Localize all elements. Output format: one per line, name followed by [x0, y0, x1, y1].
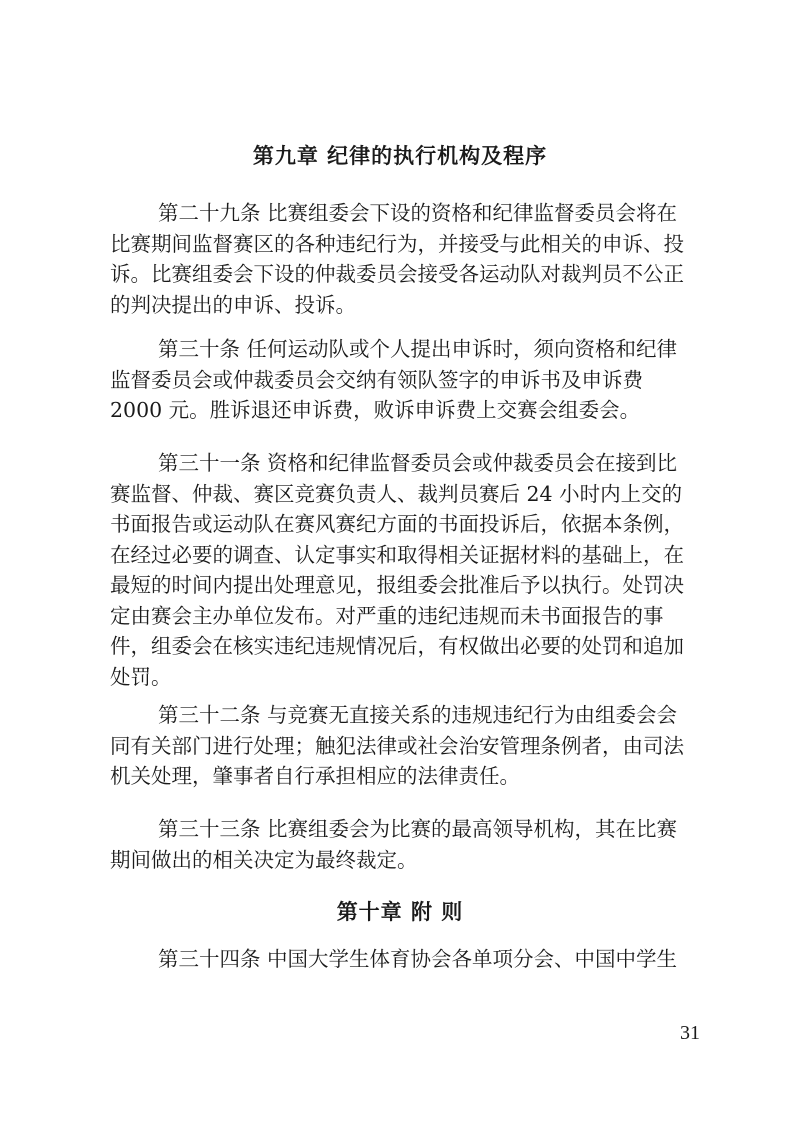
- text-line: 件，组委会在核实违纪违规情况后，有权做出必要的处罚和追加: [110, 634, 684, 658]
- text-line: 的判决提出的申诉、投诉。: [110, 292, 356, 317]
- text-line: 第三十三条 比赛组委会为比赛的最高领导机构，其在比赛: [158, 817, 678, 841]
- text-line: 机关处理，肇事者自行承担相应的法律责任。: [110, 764, 520, 788]
- text-line: 赛监督、仲裁、赛区竞赛负责人、裁判员赛后 24 小时内上交的: [110, 481, 683, 506]
- text-line: 书面报告或运动队在赛风赛纪方面的书面投诉后，依据本条例，: [110, 512, 684, 536]
- text-line: 第二十九条 比赛组委会下设的资格和纪律监督委员会将在: [158, 201, 678, 225]
- article-32: [110, 700, 700, 792]
- text-line: 2000 元。胜诉退还申诉费，败诉申诉费上交赛会组委会。: [110, 398, 641, 422]
- text-line: 第三十条 任何运动队或个人提出申诉时，须向资格和纪律: [158, 337, 678, 361]
- text-line: 比赛期间监督赛区的各种违纪行为，并接受与此相关的申诉、投: [110, 231, 684, 256]
- text-line: 最短的时间内提出处理意见，报组委会批准后予以执行。处罚决: [110, 573, 684, 597]
- chapter-9-title: 第九章 纪律的执行机构及程序: [252, 144, 548, 168]
- text-line: 监督委员会或仲裁委员会交纳有领队签字的申诉书及申诉费: [110, 367, 643, 392]
- chapter-10-title: 第十章 附 则: [336, 900, 464, 924]
- article-31: [110, 448, 700, 692]
- text-line: 诉。比赛组委会下设的仲裁委员会接受各运动队对裁判员不公正: [110, 262, 684, 286]
- text-line: 同有关部门进行处理；触犯法律或社会治安管理条例者，由司法: [110, 733, 684, 758]
- text-line: 第三十二条 与竞赛无直接关系的违规违纪行为由组委会会: [158, 703, 678, 727]
- text-line: 定由赛会主办单位发布。对严重的违纪违规而未书面报告的事: [110, 603, 664, 628]
- text-line: 期间做出的相关决定为最终裁定。: [110, 847, 418, 872]
- text-line: 第三十四条 中国大学生体育协会各单项分会、中国中学生: [158, 947, 678, 971]
- text-line: 处罚。: [110, 664, 172, 689]
- text-line: 第三十一条 资格和纪律监督委员会或仲裁委员会在接到比: [158, 451, 678, 475]
- text-line: 在经过必要的调查、认定事实和取得相关证据材料的基础上，在: [110, 542, 684, 567]
- article-29: [110, 198, 700, 320]
- page-number: 31: [680, 1022, 700, 1044]
- article-30: [110, 334, 700, 426]
- article-33: [110, 814, 700, 875]
- article-34: [110, 944, 700, 975]
